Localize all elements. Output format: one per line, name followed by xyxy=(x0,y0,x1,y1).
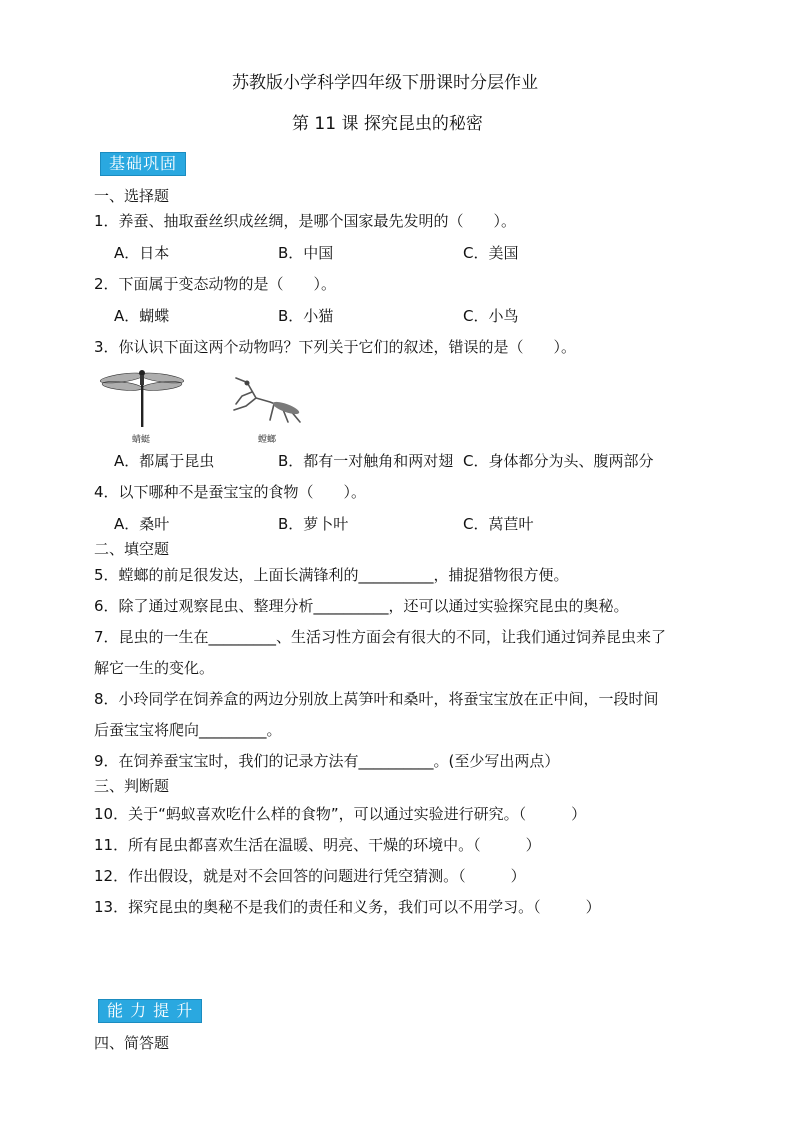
q12-text: 12．作出假设，就是对不会回答的问题进行凭空猜测。（ ） xyxy=(94,867,526,885)
dragonfly-caption: 蜻蜓 xyxy=(132,435,151,445)
q8-text-line1: 8．小玲同学在饲养盒的两边分别放上莴笋叶和桑叶，将蚕宝宝放在正中间，一段时间 xyxy=(94,690,659,708)
q11-text: 11．所有昆虫都喜欢生活在温暖、明亮、干燥的环境中。（ ） xyxy=(94,836,541,854)
q10-text: 10．关于“蚂蚁喜欢吃什么样的食物”，可以通过实验进行研究。（ ） xyxy=(94,805,587,823)
q7-text-line2: 解它一生的变化。 xyxy=(94,659,215,677)
q3-option-a: A．都属于昆虫 xyxy=(114,452,215,470)
part-choice-heading: 一、选择题 xyxy=(94,187,170,205)
part-short-heading: 四、简答题 xyxy=(94,1034,170,1052)
q4-option-b: B．萝卜叶 xyxy=(278,515,349,533)
q6-text: 6．除了通过观察昆虫、整理分析__________，还可以通过实验探究昆虫的奥秘。 xyxy=(94,597,629,615)
q13-text: 13．探究昆虫的奥秘不是我们的责任和义务，我们可以不用学习。（ ） xyxy=(94,898,601,916)
q2-option-b: B．小猫 xyxy=(278,307,334,325)
q1-option-c: C．美国 xyxy=(463,244,519,262)
q3-option-c: C．身体都分为头、腹两部分 xyxy=(463,452,654,470)
q4-option-a: A．桑叶 xyxy=(114,515,170,533)
q8-text-line2: 后蚕宝宝将爬向_________。 xyxy=(94,721,282,739)
q3-option-b: B．都有一对触角和两对翅 xyxy=(278,452,454,470)
q2-stem: 2．下面属于变态动物的是（ ）。 xyxy=(94,275,337,293)
q2-option-c: C．小鸟 xyxy=(463,307,519,325)
part-fill-heading: 二、填空题 xyxy=(94,540,170,558)
mantis-caption: 螳螂 xyxy=(258,435,277,445)
q5-text: 5．螳螂的前足很发达，上面长满锋利的__________，捕捉猎物很方便。 xyxy=(94,566,569,584)
q9-text: 9．在饲养蚕宝宝时，我们的记录方法有__________。(至少写出两点） xyxy=(94,752,560,770)
dragonfly-image xyxy=(100,367,184,429)
q1-stem: 1．养蚕、抽取蚕丝织成丝绸，是哪个国家最先发明的（ ）。 xyxy=(94,212,517,230)
q3-stem: 3．你认识下面这两个动物吗？下列关于它们的叙述，错误的是（ ）。 xyxy=(94,338,577,356)
q4-stem: 4．以下哪种不是蚕宝宝的食物（ ）。 xyxy=(94,483,367,501)
q2-option-a: A．蝴蝶 xyxy=(114,307,170,325)
q4-option-c: C．莴苣叶 xyxy=(463,515,534,533)
mantis-image xyxy=(226,376,306,426)
q1-option-b: B．中国 xyxy=(278,244,334,262)
basic-section-badge: 基础巩固 xyxy=(100,152,186,176)
advanced-section-badge: 能 力 提 升 xyxy=(98,999,202,1023)
lesson-title: 第 11 课 探究昆虫的秘密 xyxy=(292,114,483,134)
q1-option-a: A．日本 xyxy=(114,244,170,262)
page-title: 苏教版小学科学四年级下册课时分层作业 xyxy=(232,73,538,93)
q7-text-line1: 7．昆虫的一生在_________、生活习性方面会有很大的不同，让我们通过饲养昆虫来了 xyxy=(94,628,667,646)
part-judge-heading: 三、判断题 xyxy=(94,777,170,795)
